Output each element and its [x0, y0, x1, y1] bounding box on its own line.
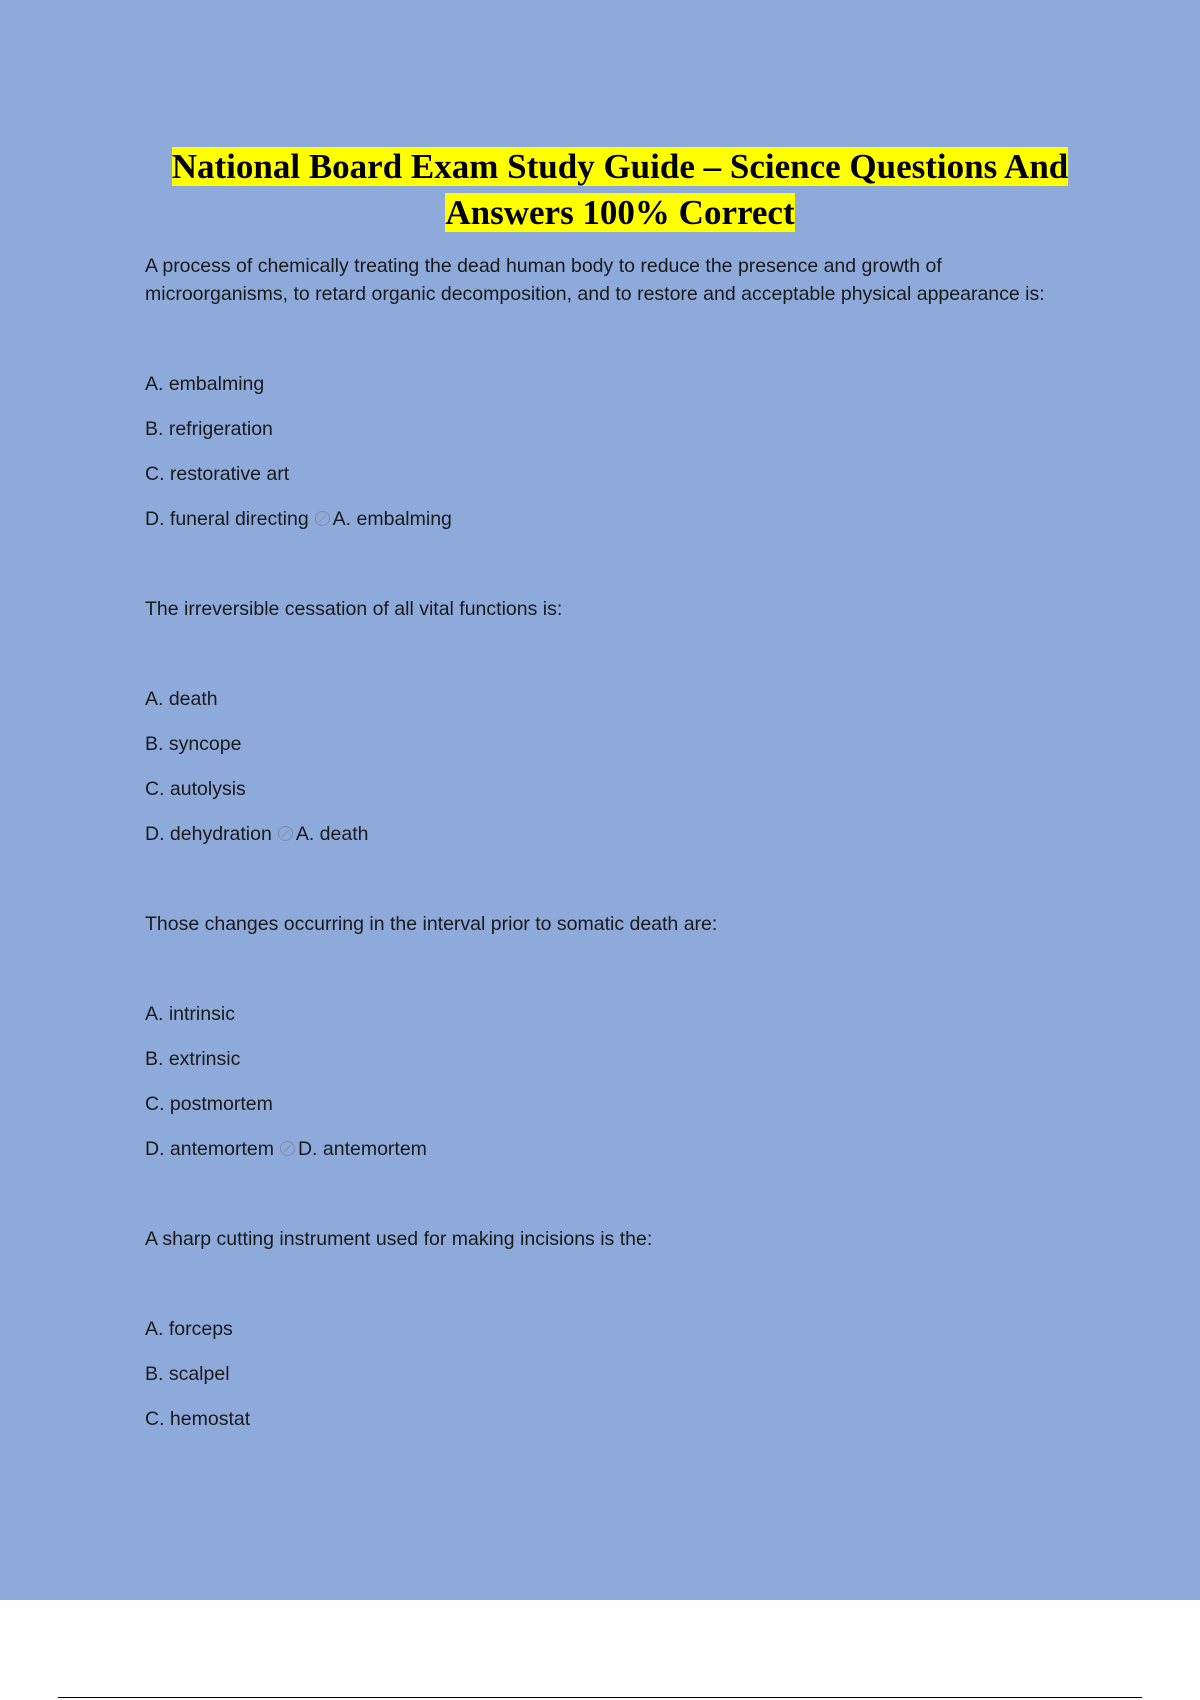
answer-text: A. embalming	[332, 508, 452, 530]
option-item: B. extrinsic	[145, 1048, 241, 1070]
check-circle-icon	[280, 1141, 295, 1156]
question-text: The irreversible cessation of all vital functions is:	[145, 598, 563, 620]
option-item	[145, 820, 1085, 848]
check-circle-icon	[315, 511, 330, 526]
option-item: A. intrinsic	[145, 1003, 235, 1025]
option-item: B. scalpel	[145, 1363, 230, 1385]
question-block	[145, 252, 1085, 533]
document-title	[130, 144, 1110, 236]
option-item: C. restorative art	[145, 463, 290, 485]
question-text: Those changes occurring in the interval prior to somatic death are:	[145, 913, 718, 935]
option-item: C. postmortem	[145, 1093, 273, 1115]
option-item: C. hemostat	[145, 1408, 251, 1430]
option-item: B. refrigeration	[145, 418, 273, 440]
answer-text: A. death	[295, 823, 369, 845]
question-text: A process of chemically treating the dead human body to reduce the presence and growth of microorganisms, to retard organic decomposition, and to restore and acceptable physical appearance is:	[145, 255, 1045, 305]
option-item: B. syncope	[145, 733, 242, 755]
title-line-2: Answers 100% Correct	[445, 193, 795, 232]
option-item	[145, 505, 1085, 533]
option-item: A. embalming	[145, 373, 265, 395]
title-line-1: National Board Exam Study Guide – Science Questions And	[171, 147, 1069, 186]
question-block	[145, 595, 1085, 848]
option-label: D. antemortem	[145, 1138, 274, 1160]
check-circle-icon	[278, 826, 293, 841]
question-text: A sharp cutting instrument used for making incisions is the:	[145, 1228, 653, 1250]
question-block	[145, 910, 1085, 1163]
option-label: D. dehydration	[145, 823, 272, 845]
option-item: A. forceps	[145, 1318, 233, 1340]
option-label: D. funeral directing	[145, 508, 309, 530]
question-block	[145, 1225, 1085, 1433]
option-item: A. death	[145, 688, 218, 710]
footer-divider	[58, 1697, 1142, 1698]
answer-text: D. antemortem	[297, 1138, 427, 1160]
option-item	[145, 1135, 1085, 1163]
option-item: C. autolysis	[145, 778, 246, 800]
question-list	[145, 252, 1085, 1450]
